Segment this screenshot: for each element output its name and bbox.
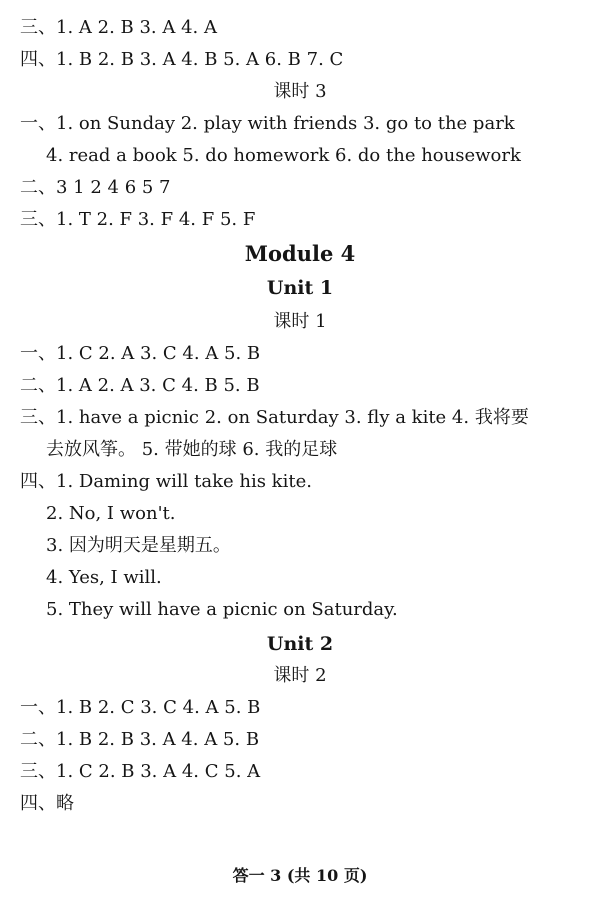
answer-line: 去放风筝。 5. 带她的球 6. 我的足球 <box>46 439 338 460</box>
answer-line: 二、3 1 2 4 6 5 7 <box>20 177 171 198</box>
answer-line: 4. read a book 5. do homework 6. do the housework <box>46 145 521 166</box>
session-heading: 课时 3 <box>273 81 327 102</box>
page-footer: 答一 3 (共 10 页) <box>232 866 368 885</box>
unit-heading: Unit 1 <box>266 277 334 299</box>
answer-line: 一、1. on Sunday 2. play with friends 3. go to the park <box>20 113 515 134</box>
answer-line: 四、1. B 2. B 3. A 4. B 5. A 6. B 7. C <box>20 49 344 70</box>
answer-line: 4. Yes, I will. <box>46 567 162 588</box>
unit-heading: Unit 2 <box>266 633 334 655</box>
answer-line: 二、1. A 2. A 3. C 4. B 5. B <box>20 375 260 396</box>
answer-line: 一、1. C 2. A 3. C 4. A 5. B <box>20 343 261 364</box>
answer-line: 三、1. A 2. B 3. A 4. A <box>20 17 217 38</box>
module-heading: Module 4 <box>244 241 356 266</box>
session-heading: 课时 2 <box>273 665 327 686</box>
answer-line: 二、1. B 2. B 3. A 4. A 5. B <box>20 729 260 750</box>
answer-line: 四、略 <box>20 793 74 814</box>
answer-line: 四、1. Daming will take his kite. <box>20 471 312 492</box>
answer-line: 三、1. C 2. B 3. A 4. C 5. A <box>20 761 261 782</box>
answer-line: 5. They will have a picnic on Saturday. <box>46 599 398 620</box>
answer-line: 2. No, I won't. <box>46 503 176 524</box>
answer-line: 三、1. T 2. F 3. F 4. F 5. F <box>20 209 256 230</box>
session-heading: 课时 1 <box>273 311 327 332</box>
answer-line: 一、1. B 2. C 3. C 4. A 5. B <box>20 697 261 718</box>
answer-line: 三、1. have a picnic 2. on Saturday 3. fly a kite 4. 我将要 <box>20 407 529 428</box>
answer-line: 3. 因为明天是星期五。 <box>46 535 231 556</box>
